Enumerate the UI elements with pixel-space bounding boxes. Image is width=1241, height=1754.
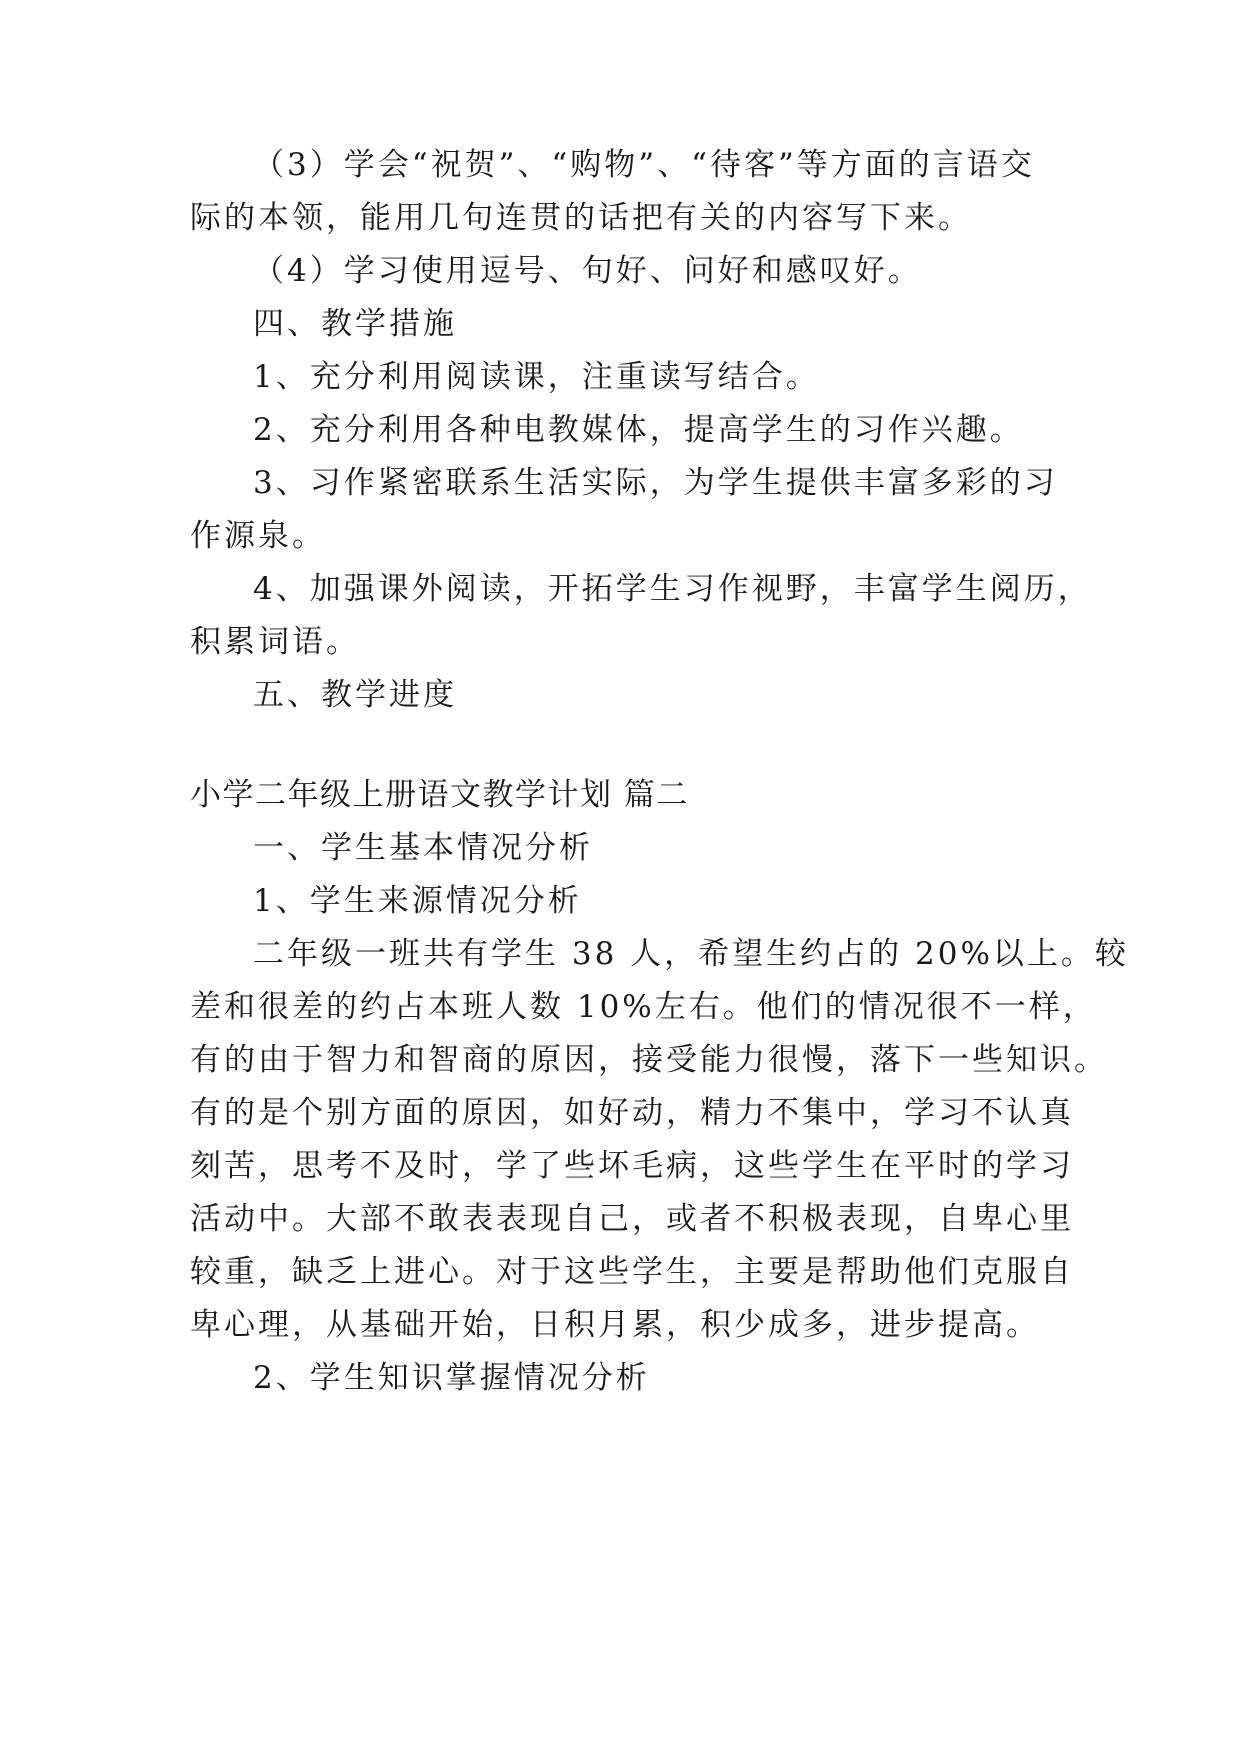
- paragraph-line: 卑心理，从基础开始，日积月累，积少成多，进步提高。: [190, 1307, 1040, 1343]
- measure-3-line-1: 3、习作紧密联系生活实际，为学生提供丰富多彩的习: [253, 465, 1058, 501]
- heading-teaching-progress: 五、教学进度: [253, 677, 457, 713]
- section-two-title: 小学二年级上册语文教学计划 篇二: [190, 777, 689, 813]
- paragraph-line: 差和很差的约占本班人数 10%左右。他们的情况很不一样，: [190, 989, 1097, 1025]
- heading-teaching-measures: 四、教学措施: [253, 306, 457, 342]
- sub-heading-student-source: 1、学生来源情况分析: [253, 883, 582, 919]
- item-4: （4）学习使用逗号、句好、问好和感叹好。: [253, 253, 922, 289]
- paragraph-line: 刻苦，思考不及时，学了些坏毛病，这些学生在平时的学习: [190, 1148, 1074, 1184]
- heading-student-analysis: 一、学生基本情况分析: [253, 830, 593, 866]
- measure-2: 2、充分利用各种电教媒体，提高学生的习作兴趣。: [253, 412, 1024, 448]
- measure-4-line-2: 积累词语。: [190, 624, 360, 660]
- sub-heading-knowledge-mastery: 2、学生知识掌握情况分析: [253, 1360, 650, 1396]
- item-3-line-1: （3）学会“祝贺”、“购物”、“待客”等方面的言语交: [253, 147, 1035, 183]
- paragraph-line: 较重，缺乏上进心。对于这些学生，主要是帮助他们克服自: [190, 1254, 1074, 1290]
- item-3-line-2: 际的本领，能用几句连贯的话把有关的内容写下来。: [190, 200, 972, 236]
- paragraph-line: 活动中。大部不敢表表现自己，或者不积极表现，自卑心里: [190, 1201, 1074, 1237]
- paragraph-line: 有的由于智力和智商的原因，接受能力很慢，落下一些知识。: [190, 1042, 1108, 1078]
- measure-4-line-1: 4、加强课外阅读，开拓学生习作视野，丰富学生阅历，: [253, 571, 1092, 607]
- measure-1: 1、充分利用阅读课，注重读写结合。: [253, 359, 820, 395]
- paragraph-line: 有的是个别方面的原因，如好动，精力不集中，学习不认真: [190, 1095, 1074, 1131]
- paragraph-line: 二年级一班共有学生 38 人，希望生约占的 20%以上。较: [253, 936, 1129, 972]
- measure-3-line-2: 作源泉。: [190, 518, 326, 554]
